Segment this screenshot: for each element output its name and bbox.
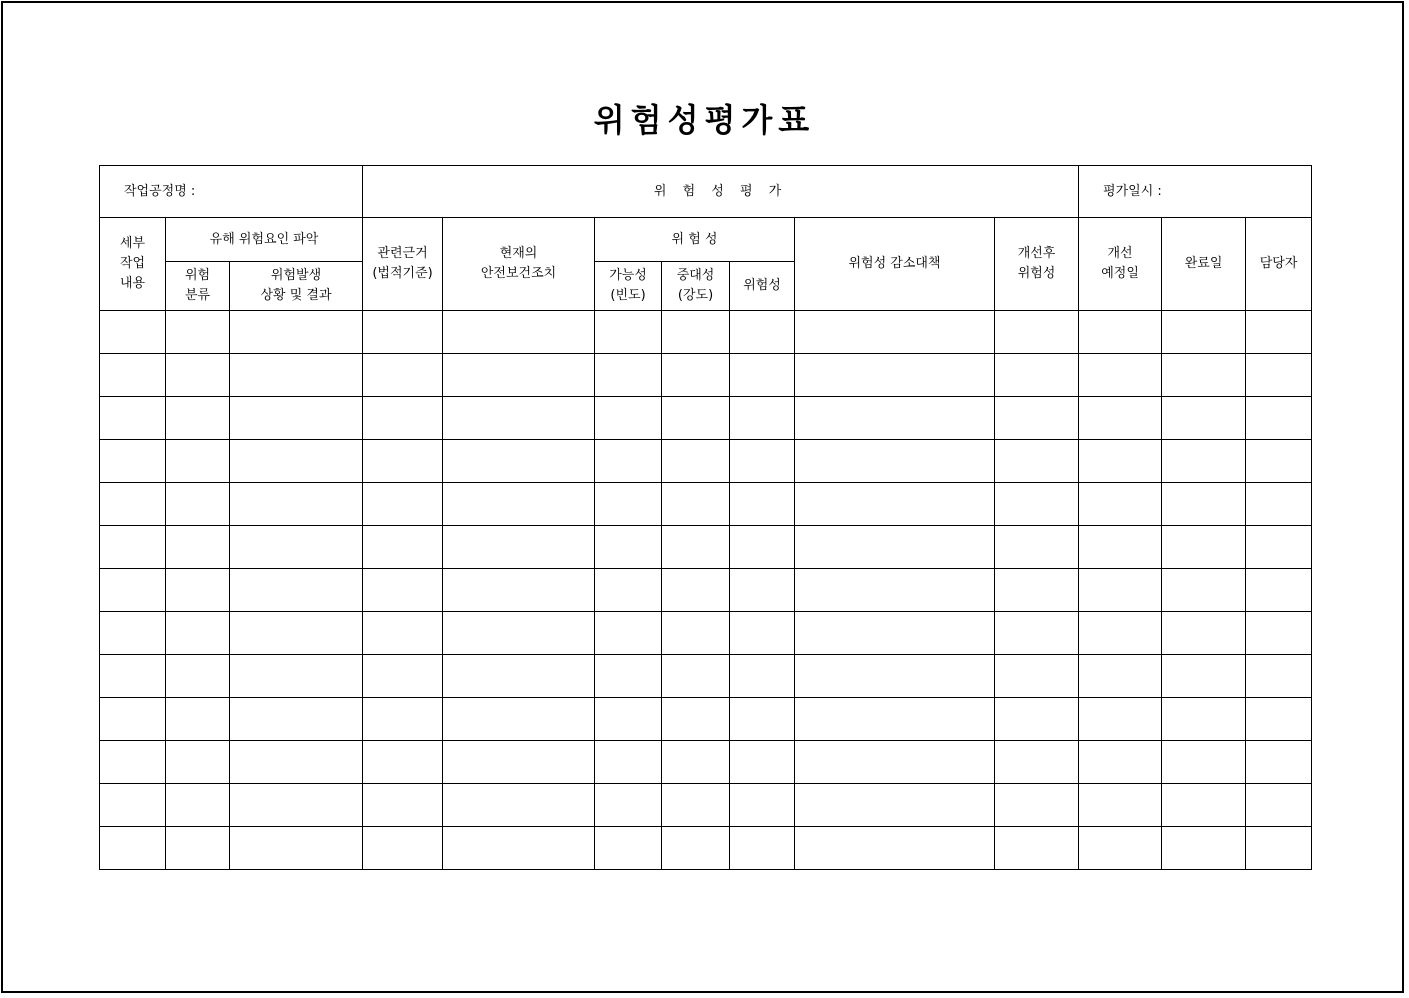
header-reduction-measures: 위험성 감소대책 [795, 218, 995, 311]
cell-planned-date[interactable] [1079, 612, 1162, 655]
cell-detail-work[interactable] [100, 741, 166, 784]
cell-post-risk[interactable] [995, 784, 1079, 827]
cell-post-risk[interactable] [995, 827, 1079, 870]
cell-completion-date[interactable] [1162, 698, 1246, 741]
header-likelihood: 가능성 (빈도) [595, 262, 662, 311]
cell-hazard-situation[interactable] [230, 741, 363, 784]
cell-post-risk[interactable] [995, 569, 1079, 612]
cell-current-measures[interactable] [443, 440, 595, 483]
header-risk-level: 위험성 [730, 262, 795, 311]
cell-current-measures[interactable] [443, 354, 595, 397]
cell-severity[interactable] [662, 827, 730, 870]
cell-detail-work[interactable] [100, 612, 166, 655]
cell-likelihood[interactable] [595, 397, 662, 440]
cell-post-risk[interactable] [995, 612, 1079, 655]
cell-planned-date[interactable] [1079, 483, 1162, 526]
cell-completion-date[interactable] [1162, 397, 1246, 440]
cell-completion-date[interactable] [1162, 612, 1246, 655]
cell-manager[interactable] [1246, 827, 1312, 870]
cell-current-measures[interactable] [443, 311, 595, 354]
cell-detail-work[interactable] [100, 827, 166, 870]
cell-manager[interactable] [1246, 526, 1312, 569]
cell-completion-date[interactable] [1162, 440, 1246, 483]
cell-related-law[interactable] [363, 397, 443, 440]
cell-hazard-situation[interactable] [230, 784, 363, 827]
cell-completion-date[interactable] [1162, 784, 1246, 827]
cell-detail-work[interactable] [100, 397, 166, 440]
header-manager: 담당자 [1246, 218, 1312, 311]
cell-manager[interactable] [1246, 698, 1312, 741]
cell-hazard-type[interactable] [166, 526, 230, 569]
table-row [100, 440, 1312, 483]
cell-hazard-situation[interactable] [230, 827, 363, 870]
cell-hazard-situation[interactable] [230, 483, 363, 526]
column-header-row-1 [100, 218, 1312, 262]
cell-likelihood[interactable] [595, 526, 662, 569]
cell-manager[interactable] [1246, 612, 1312, 655]
cell-hazard-type[interactable] [166, 784, 230, 827]
cell-post-risk[interactable] [995, 311, 1079, 354]
cell-hazard-situation[interactable] [230, 397, 363, 440]
cell-planned-date[interactable] [1079, 741, 1162, 784]
cell-post-risk[interactable] [995, 397, 1079, 440]
cell-detail-work[interactable] [100, 698, 166, 741]
header-hazard-situation: 위험발생 상황 및 결과 [230, 262, 363, 311]
cell-hazard-situation[interactable] [230, 612, 363, 655]
cell-manager[interactable] [1246, 397, 1312, 440]
table-row [100, 311, 1312, 354]
cell-detail-work[interactable] [100, 784, 166, 827]
cell-likelihood[interactable] [595, 483, 662, 526]
cell-hazard-situation[interactable] [230, 526, 363, 569]
table-row [100, 483, 1312, 526]
cell-planned-date[interactable] [1079, 569, 1162, 612]
cell-risk-level[interactable] [730, 612, 795, 655]
cell-related-law[interactable] [363, 354, 443, 397]
cell-post-risk[interactable] [995, 483, 1079, 526]
cell-related-law[interactable] [363, 311, 443, 354]
cell-planned-date[interactable] [1079, 784, 1162, 827]
cell-severity[interactable] [662, 311, 730, 354]
header-planned-date: 개선 예정일 [1079, 218, 1162, 311]
cell-reduction-measures[interactable] [795, 784, 995, 827]
cell-planned-date[interactable] [1079, 526, 1162, 569]
cell-planned-date[interactable] [1079, 311, 1162, 354]
cell-post-risk[interactable] [995, 741, 1079, 784]
cell-post-risk[interactable] [995, 698, 1079, 741]
cell-planned-date[interactable] [1079, 655, 1162, 698]
cell-likelihood[interactable] [595, 741, 662, 784]
cell-completion-date[interactable] [1162, 741, 1246, 784]
cell-related-law[interactable] [363, 612, 443, 655]
cell-manager[interactable] [1246, 440, 1312, 483]
cell-detail-work[interactable] [100, 483, 166, 526]
cell-related-law[interactable] [363, 784, 443, 827]
cell-hazard-situation[interactable] [230, 698, 363, 741]
table-row [100, 397, 1312, 440]
cell-hazard-type[interactable] [166, 569, 230, 612]
cell-detail-work[interactable] [100, 311, 166, 354]
process-name-cell[interactable]: 작업공정명 : [100, 166, 363, 218]
cell-risk-level[interactable] [730, 655, 795, 698]
cell-severity[interactable] [662, 612, 730, 655]
cell-severity[interactable] [662, 655, 730, 698]
header-hazard-type: 위험 분류 [166, 262, 230, 311]
cell-post-risk[interactable] [995, 440, 1079, 483]
cell-detail-work[interactable] [100, 526, 166, 569]
cell-risk-level[interactable] [730, 827, 795, 870]
cell-hazard-type[interactable] [166, 440, 230, 483]
header-completion-date: 완료일 [1162, 218, 1246, 311]
cell-hazard-type[interactable] [166, 698, 230, 741]
cell-current-measures[interactable] [443, 784, 595, 827]
cell-likelihood[interactable] [595, 569, 662, 612]
cell-manager[interactable] [1246, 483, 1312, 526]
cell-risk-level[interactable] [730, 569, 795, 612]
cell-related-law[interactable] [363, 741, 443, 784]
cell-hazard-situation[interactable] [230, 354, 363, 397]
table-row [100, 612, 1312, 655]
header-hazard-group: 유해 위험요인 파악 [166, 218, 363, 262]
cell-related-law[interactable] [363, 440, 443, 483]
assessment-date-cell[interactable]: 평가일시 : [1079, 166, 1312, 218]
cell-reduction-measures[interactable] [795, 483, 995, 526]
cell-related-law[interactable] [363, 569, 443, 612]
cell-hazard-situation[interactable] [230, 569, 363, 612]
cell-hazard-situation[interactable] [230, 440, 363, 483]
cell-hazard-type[interactable] [166, 354, 230, 397]
header-severity: 중대성 (강도) [662, 262, 730, 311]
cell-severity[interactable] [662, 784, 730, 827]
cell-severity[interactable] [662, 440, 730, 483]
header-detail-work: 세부 작업 내용 [100, 218, 166, 311]
cell-hazard-type[interactable] [166, 311, 230, 354]
cell-hazard-type[interactable] [166, 827, 230, 870]
cell-reduction-measures[interactable] [795, 655, 995, 698]
cell-risk-level[interactable] [730, 698, 795, 741]
cell-related-law[interactable] [363, 698, 443, 741]
cell-manager[interactable] [1246, 311, 1312, 354]
cell-reduction-measures[interactable] [795, 741, 995, 784]
cell-current-measures[interactable] [443, 397, 595, 440]
cell-likelihood[interactable] [595, 311, 662, 354]
cell-detail-work[interactable] [100, 354, 166, 397]
table-row [100, 741, 1312, 784]
cell-hazard-situation[interactable] [230, 655, 363, 698]
cell-likelihood[interactable] [595, 440, 662, 483]
cell-risk-level[interactable] [730, 784, 795, 827]
cell-reduction-measures[interactable] [795, 354, 995, 397]
cell-reduction-measures[interactable] [795, 612, 995, 655]
cell-completion-date[interactable] [1162, 311, 1246, 354]
cell-hazard-type[interactable] [166, 612, 230, 655]
cell-current-measures[interactable] [443, 741, 595, 784]
cell-reduction-measures[interactable] [795, 698, 995, 741]
cell-related-law[interactable] [363, 526, 443, 569]
cell-manager[interactable] [1246, 569, 1312, 612]
cell-hazard-type[interactable] [166, 741, 230, 784]
cell-hazard-type[interactable] [166, 655, 230, 698]
cell-manager[interactable] [1246, 741, 1312, 784]
cell-risk-level[interactable] [730, 440, 795, 483]
cell-risk-level[interactable] [730, 354, 795, 397]
cell-likelihood[interactable] [595, 784, 662, 827]
table-row [100, 354, 1312, 397]
cell-risk-level[interactable] [730, 311, 795, 354]
cell-related-law[interactable] [363, 655, 443, 698]
cell-planned-date[interactable] [1079, 698, 1162, 741]
cell-reduction-measures[interactable] [795, 311, 995, 354]
cell-severity[interactable] [662, 741, 730, 784]
cell-risk-level[interactable] [730, 741, 795, 784]
header-post-risk: 개선후 위험성 [995, 218, 1079, 311]
header-risk-group: 위 험 성 [595, 218, 795, 262]
cell-completion-date[interactable] [1162, 483, 1246, 526]
cell-current-measures[interactable] [443, 612, 595, 655]
cell-severity[interactable] [662, 698, 730, 741]
cell-current-measures[interactable] [443, 483, 595, 526]
table-row [100, 827, 1312, 870]
cell-completion-date[interactable] [1162, 526, 1246, 569]
cell-post-risk[interactable] [995, 354, 1079, 397]
cell-current-measures[interactable] [443, 526, 595, 569]
cell-detail-work[interactable] [100, 440, 166, 483]
cell-related-law[interactable] [363, 483, 443, 526]
cell-planned-date[interactable] [1079, 397, 1162, 440]
cell-likelihood[interactable] [595, 354, 662, 397]
cell-reduction-measures[interactable] [795, 440, 995, 483]
cell-manager[interactable] [1246, 655, 1312, 698]
cell-completion-date[interactable] [1162, 827, 1246, 870]
cell-detail-work[interactable] [100, 569, 166, 612]
cell-likelihood[interactable] [595, 698, 662, 741]
cell-reduction-measures[interactable] [795, 827, 995, 870]
cell-post-risk[interactable] [995, 655, 1079, 698]
cell-detail-work[interactable] [100, 655, 166, 698]
cell-current-measures[interactable] [443, 655, 595, 698]
cell-likelihood[interactable] [595, 612, 662, 655]
table-top-row [100, 166, 1312, 218]
table-row [100, 655, 1312, 698]
cell-severity[interactable] [662, 397, 730, 440]
cell-risk-level[interactable] [730, 397, 795, 440]
cell-related-law[interactable] [363, 827, 443, 870]
cell-manager[interactable] [1246, 354, 1312, 397]
header-related-law: 관련근거 (법적기준) [363, 218, 443, 311]
cell-current-measures[interactable] [443, 569, 595, 612]
cell-severity[interactable] [662, 354, 730, 397]
cell-completion-date[interactable] [1162, 569, 1246, 612]
cell-severity[interactable] [662, 483, 730, 526]
header-current-measures: 현재의 안전보건조치 [443, 218, 595, 311]
cell-current-measures[interactable] [443, 827, 595, 870]
cell-completion-date[interactable] [1162, 655, 1246, 698]
cell-risk-level[interactable] [730, 483, 795, 526]
cell-risk-level[interactable] [730, 526, 795, 569]
cell-likelihood[interactable] [595, 827, 662, 870]
cell-planned-date[interactable] [1079, 827, 1162, 870]
cell-planned-date[interactable] [1079, 440, 1162, 483]
cell-reduction-measures[interactable] [795, 397, 995, 440]
cell-severity[interactable] [662, 569, 730, 612]
cell-hazard-type[interactable] [166, 483, 230, 526]
risk-assessment-table [99, 165, 1312, 870]
page-title: 위험성평가표 [593, 101, 816, 139]
cell-current-measures[interactable] [443, 698, 595, 741]
cell-likelihood[interactable] [595, 655, 662, 698]
table-row [100, 569, 1312, 612]
cell-reduction-measures[interactable] [795, 526, 995, 569]
cell-completion-date[interactable] [1162, 354, 1246, 397]
cell-reduction-measures[interactable] [795, 569, 995, 612]
table-row [100, 784, 1312, 827]
cell-hazard-situation[interactable] [230, 311, 363, 354]
cell-hazard-type[interactable] [166, 397, 230, 440]
risk-assessment-heading: 위 험 성 평 가 [363, 166, 1079, 218]
cell-manager[interactable] [1246, 784, 1312, 827]
table-row [100, 698, 1312, 741]
table-row [100, 526, 1312, 569]
cell-planned-date[interactable] [1079, 354, 1162, 397]
cell-post-risk[interactable] [995, 526, 1079, 569]
cell-severity[interactable] [662, 526, 730, 569]
